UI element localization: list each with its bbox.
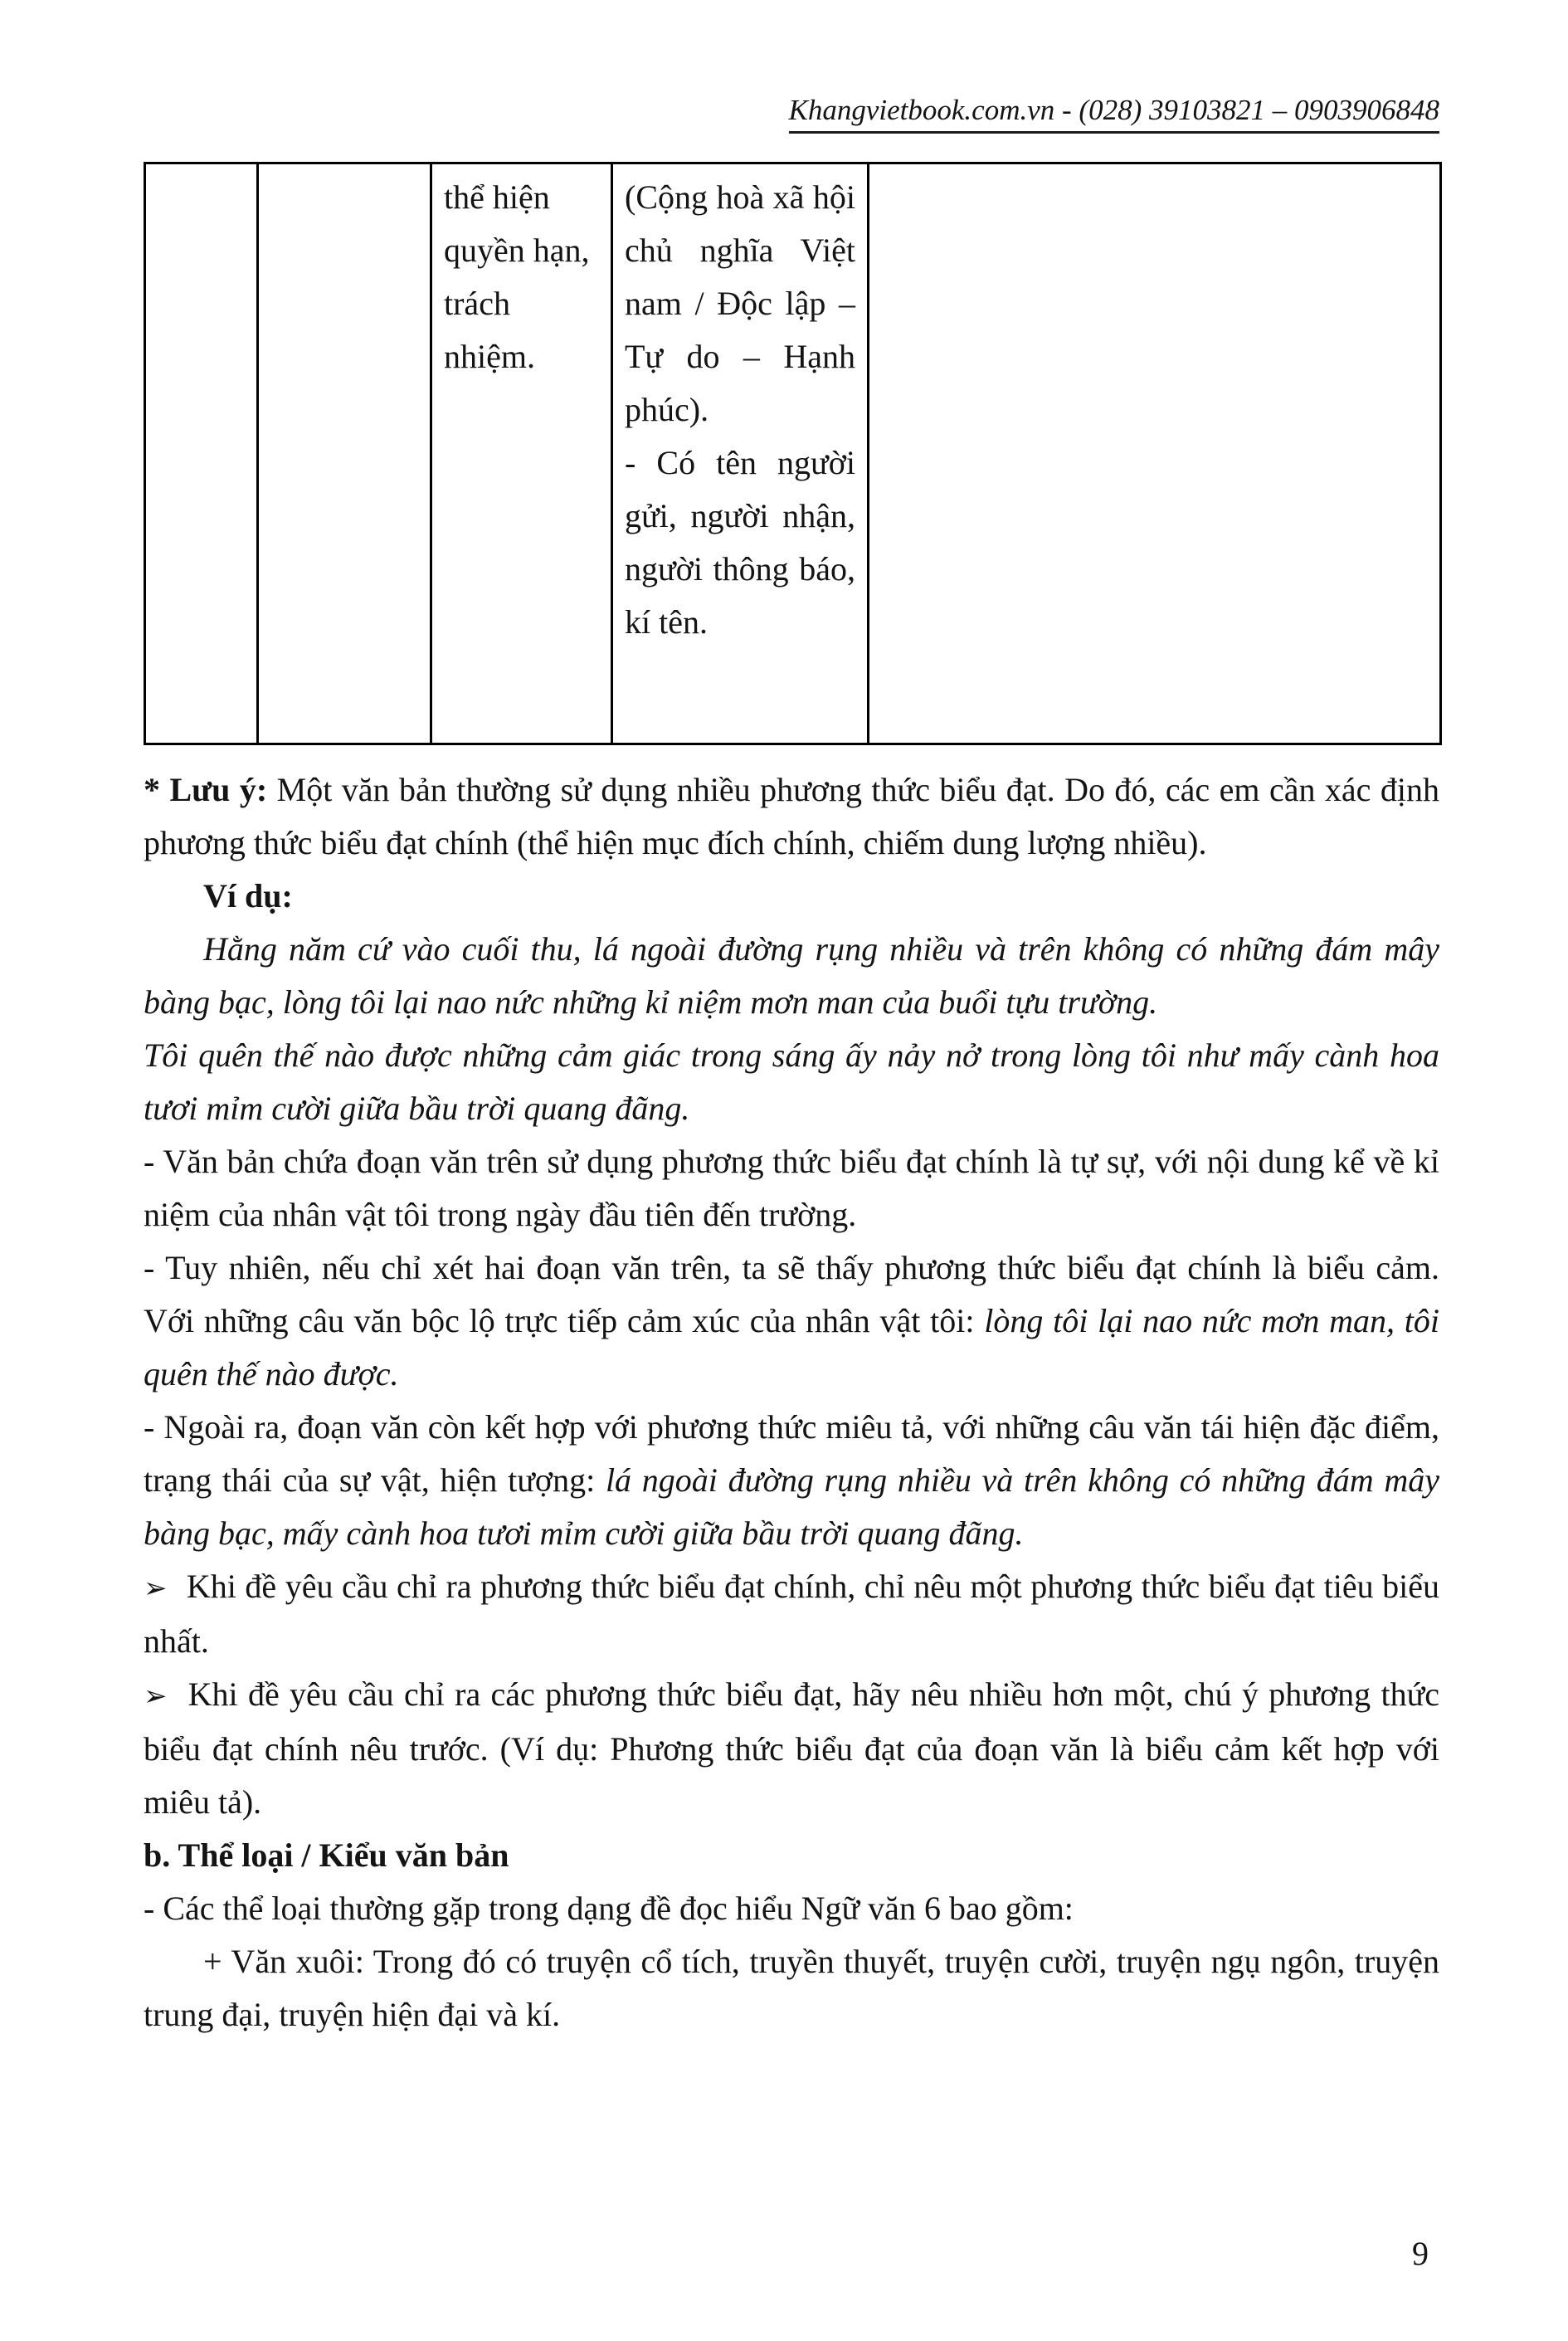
cell-text: (Cộng hoà xã hội chủ nghĩa Việt nam / Độc lập – Tự do – Hạnh phúc). [625,178,855,428]
text-run: - Văn bản chứa đoạn văn trên sử dụng phương thức biểu đạt chính là tự sự, với nội dung kể về kỉ niệm của nhân vật tôi trong ngày đầu tiên đến trường. [144,1143,1439,1233]
tip-2 [144,1668,1439,1829]
analysis-tu-su [144,1135,1439,1241]
italic-run: lòng tôi lại nao nức mơn man, tôi quên thế nào được. [144,1302,1440,1392]
cell-text: thể hiện quyền hạn, trách nhiệm. [444,178,590,375]
bold-run: b. Thể loại / Kiểu văn bản [144,1836,509,1874]
italic-run: lá ngoài đường rụng nhiều và trên không có những đám mây bàng bạc, mấy cành hoa tươi mỉm cười giữa bầu trời quang đãng. [144,1461,1439,1552]
table-cell-empty-2 [258,163,431,744]
heading-the-loai [144,1829,1439,1882]
analysis-mieu-ta [144,1401,1439,1560]
van-xuoi [144,1935,1439,2041]
text-run: - Ngoài ra, đoạn văn còn kết hợp với phương thức miêu tả, với những câu văn tái hiện đặc điểm, trạng thái của sự vật, hiện tượng: [144,1408,1439,1499]
table-cell-empty-1 [145,163,258,744]
table-cell-purpose [431,163,612,744]
table-cell-empty-3 [869,163,1441,744]
text-run: Một văn bản thường sử dụng nhiều phương thức biểu đạt. Do đó, các em cần xác định phương thức biểu đạt chính (thể hiện mục đích chính, chiếm dung lượng nhiều). [144,771,1439,861]
text-run: - Tuy nhiên, nếu chỉ xét hai đoạn văn trên, ta sẽ thấy phương thức biểu đạt chính là biểu cảm. Với những câu văn bộc lộ trực tiếp cảm xúc của nhân vật tôi: [144,1249,1439,1339]
analysis-bieu-cam [144,1241,1439,1401]
example-paragraph-1 [144,923,1439,1029]
bold-run: Ví dụ: [203,877,293,914]
text-run: Khi đề yêu cầu chỉ ra phương thức biểu đạt chính, chỉ nêu một phương thức biểu đạt tiêu biểu nhất. [144,1568,1439,1660]
page-number: 9 [1412,2235,1429,2272]
example-paragraph-2 [144,1029,1439,1135]
table-cell-signs [612,163,869,744]
cell-text: - Có tên người gửi, người nhận, người thông báo, kí tên. [625,444,855,641]
criteria-table-fragment [144,162,1442,745]
text-run: Khi đề yêu cầu chỉ ra các phương thức biểu đạt, hãy nêu nhiều hơn một, chú ý phương thức biểu đạt chính nêu trước. (Ví dụ: Phương thức biểu đạt của đoạn văn là biểu cảm kết hợp với miêu tả). [144,1675,1440,1821]
text-run: + Văn xuôi: Trong đó có truyện cổ tích, truyền thuyết, truyện cười, truyện ngụ ngôn, truyện trung đại, truyện hiện đại và kí. [144,1943,1439,2033]
arrow-bullet-icon: ➢ [144,1680,188,1713]
italic-run: Tôi quên thế nào được những cảm giác trong sáng ấy nảy nở trong lòng tôi như mấy cành hoa tươi mỉm cười giữa bầu trời quang đãng. [144,1036,1439,1127]
content [144,763,1439,2041]
bold-run: * Lưu ý: [144,771,277,808]
note-luu-y [144,763,1439,870]
italic-run: Hằng năm cứ vào cuối thu, lá ngoài đường rụng nhiều và trên không có những đám mây bàng bạc, lòng tôi lại nao nức những kỉ niệm mơn man của buổi tựu trường. [144,930,1439,1021]
tip-1 [144,1560,1439,1668]
vi-du-heading [144,870,1439,923]
list-the-loai [144,1882,1439,1935]
table-row [145,163,1441,744]
arrow-bullet-icon: ➢ [144,1572,187,1605]
page-header [144,93,1439,134]
text-run: - Các thể loại thường gặp trong dạng đề đọc hiểu Ngữ văn 6 bao gồm: [144,1890,1074,1927]
header-contact-text: Khangvietbook.com.vn - (028) 39103821 – 0903906848 [789,93,1439,134]
